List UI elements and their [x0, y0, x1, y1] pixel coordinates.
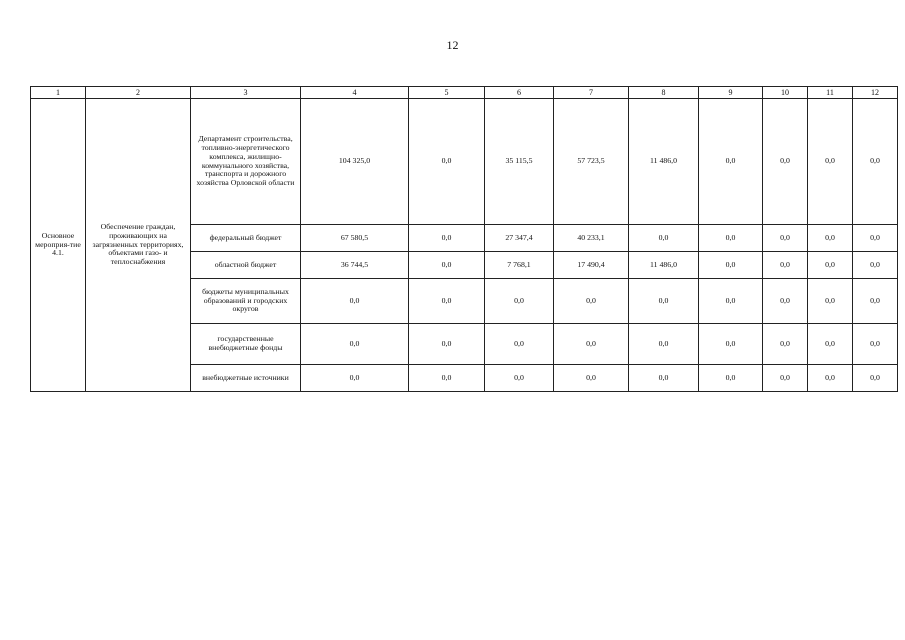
- measure-name: Обеспечение граждан, проживающих на загрязненных территориях, объектами газо- и теплоснабжения: [86, 99, 191, 392]
- header-col-11: 11: [808, 87, 853, 99]
- value-cell: 40 233,1: [554, 225, 629, 252]
- value-cell: 0,0: [763, 252, 808, 279]
- table-row: [31, 99, 898, 225]
- value-cell: 0,0: [301, 365, 409, 392]
- value-cell: 0,0: [629, 279, 699, 324]
- value-cell: 0,0: [853, 279, 898, 324]
- value-cell: 0,0: [699, 324, 763, 365]
- header-col-6: 6: [485, 87, 554, 99]
- value-cell: 67 580,5: [301, 225, 409, 252]
- source-label: государственные внебюджетные фонды: [191, 324, 301, 365]
- value-cell: 0,0: [301, 279, 409, 324]
- value-cell: 0,0: [409, 99, 485, 225]
- value-cell: 0,0: [763, 279, 808, 324]
- header-col-10: 10: [763, 87, 808, 99]
- header-col-3: 3: [191, 87, 301, 99]
- value-cell: 0,0: [409, 324, 485, 365]
- header-col-7: 7: [554, 87, 629, 99]
- page-number: 12: [446, 38, 459, 52]
- value-cell: 0,0: [808, 99, 853, 225]
- value-cell: 0,0: [485, 365, 554, 392]
- measure-code: Основное мероприя-тие 4.1.: [31, 99, 86, 392]
- header-col-2: 2: [86, 87, 191, 99]
- header-col-12: 12: [853, 87, 898, 99]
- value-cell: 11 486,0: [629, 252, 699, 279]
- value-cell: 0,0: [808, 252, 853, 279]
- value-cell: 0,0: [554, 324, 629, 365]
- value-cell: 0,0: [699, 365, 763, 392]
- value-cell: 27 347,4: [485, 225, 554, 252]
- value-cell: 57 723,5: [554, 99, 629, 225]
- value-cell: 0,0: [409, 279, 485, 324]
- value-cell: 0,0: [409, 252, 485, 279]
- value-cell: 0,0: [763, 99, 808, 225]
- value-cell: 104 325,0: [301, 99, 409, 225]
- funding-table: [30, 86, 898, 392]
- value-cell: 36 744,5: [301, 252, 409, 279]
- value-cell: 0,0: [629, 365, 699, 392]
- header-col-9: 9: [699, 87, 763, 99]
- value-cell: 0,0: [699, 225, 763, 252]
- value-cell: 17 490,4: [554, 252, 629, 279]
- header-col-4: 4: [301, 87, 409, 99]
- value-cell: 0,0: [485, 279, 554, 324]
- value-cell: 0,0: [699, 279, 763, 324]
- value-cell: 0,0: [629, 225, 699, 252]
- value-cell: 0,0: [853, 99, 898, 225]
- value-cell: 0,0: [629, 324, 699, 365]
- value-cell: 0,0: [699, 252, 763, 279]
- value-cell: 0,0: [554, 279, 629, 324]
- value-cell: 0,0: [301, 324, 409, 365]
- value-cell: 0,0: [853, 252, 898, 279]
- source-label: федеральный бюджет: [191, 225, 301, 252]
- value-cell: 0,0: [763, 365, 808, 392]
- value-cell: 7 768,1: [485, 252, 554, 279]
- value-cell: 0,0: [409, 225, 485, 252]
- header-col-5: 5: [409, 87, 485, 99]
- header-col-1: 1: [31, 87, 86, 99]
- source-label: бюджеты муниципальных образований и городских округов: [191, 279, 301, 324]
- value-cell: 0,0: [808, 279, 853, 324]
- value-cell: 0,0: [853, 365, 898, 392]
- value-cell: 0,0: [763, 225, 808, 252]
- header-col-8: 8: [629, 87, 699, 99]
- value-cell: 0,0: [853, 324, 898, 365]
- source-label: внебюджетные источники: [191, 365, 301, 392]
- value-cell: 0,0: [853, 225, 898, 252]
- value-cell: 0,0: [554, 365, 629, 392]
- value-cell: 0,0: [808, 324, 853, 365]
- value-cell: 0,0: [409, 365, 485, 392]
- header-row: [31, 87, 898, 99]
- value-cell: 0,0: [763, 324, 808, 365]
- value-cell: 0,0: [485, 324, 554, 365]
- value-cell: 0,0: [699, 99, 763, 225]
- value-cell: 0,0: [808, 365, 853, 392]
- value-cell: 11 486,0: [629, 99, 699, 225]
- value-cell: 0,0: [808, 225, 853, 252]
- source-label: областной бюджет: [191, 252, 301, 279]
- source-label: Департамент строительства, топливно-энергетического комплекса, жилищно-коммунального хозяйства, транспорта и дорожного хозяйства Орловской области: [191, 99, 301, 225]
- value-cell: 35 115,5: [485, 99, 554, 225]
